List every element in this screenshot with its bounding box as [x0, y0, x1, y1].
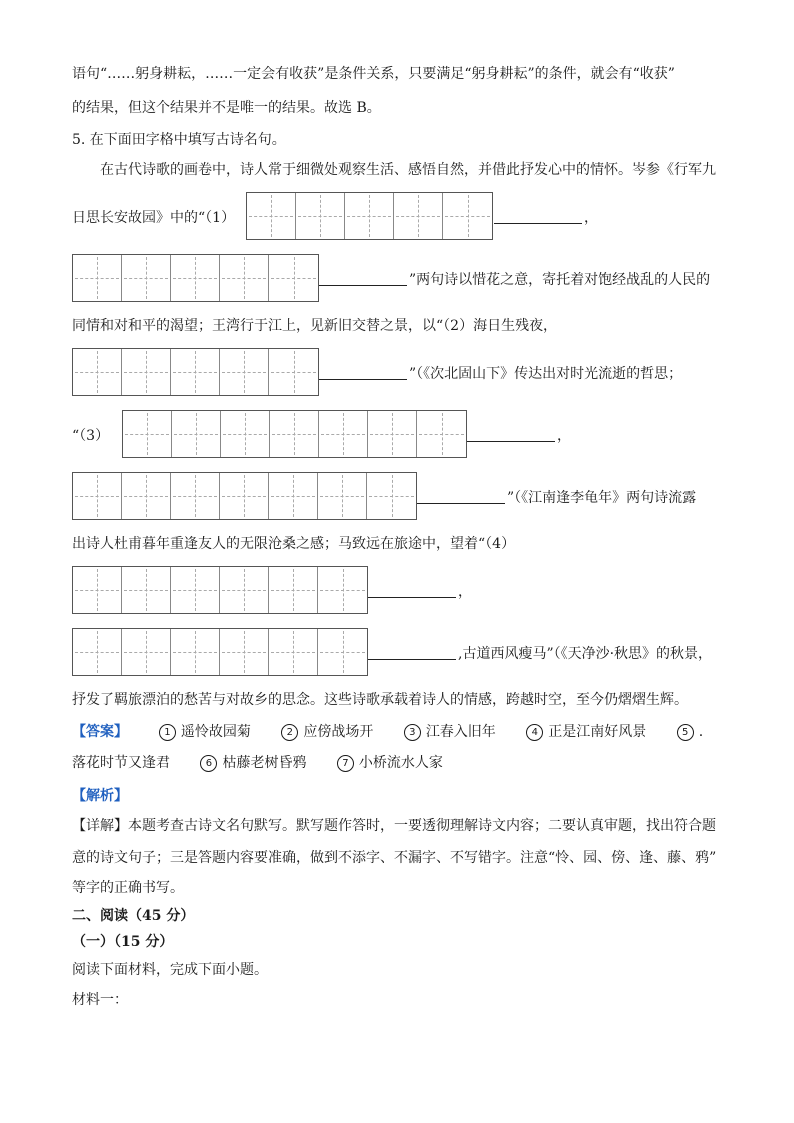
answer-item: 2 应傍战场开 [281, 722, 373, 742]
text-line: 出诗人杜甫暮年重逢友人的无限沧桑之感；马致远在旅途中，望着“（4） [72, 536, 516, 552]
question-title: 5. 在下面田字格中填写古诗名句。 [72, 132, 286, 148]
text-line: “（3） [72, 428, 110, 444]
blank-line: ， [368, 582, 472, 602]
answer-item: 1 遥怜故园菊 [159, 722, 251, 742]
answer-grid-1b[interactable] [72, 254, 319, 302]
text-line: 的结果，但这个结果并不是唯一的结果。故选 B。 [72, 100, 381, 116]
answer-grid-3a[interactable] [122, 410, 467, 458]
analysis-tag: 【解析】 [72, 788, 128, 804]
text-line: ”（《江南逢李龟年》两句诗流露 [417, 488, 696, 508]
detail-tag: 【详解】 [72, 818, 128, 834]
text-line: 语句“……躬身耕耘，……一定会有收获”是条件关系，只要满足“躬身耕耘”的条件，就会有“收获” [72, 66, 675, 82]
text-line: ”两句诗以惜花之意，寄托着对饱经战乱的人民的 [319, 270, 710, 290]
answer-item: 4 正是江南好风景 [526, 722, 646, 742]
text-line: 阅读下面材料，完成下面小题。 [72, 962, 268, 978]
section-title: 二、阅读（45 分） [72, 908, 195, 924]
answer-grid-2[interactable] [72, 348, 319, 396]
text-line: 等字的正确书写。 [72, 880, 184, 896]
blank-line: ， [467, 426, 571, 446]
answer-item: 落花时节又逢君 [72, 755, 170, 771]
text-line: 材料一： [72, 992, 128, 1008]
answer-item: 6 枯藤老树昏鸦 [200, 753, 306, 773]
text-line: 意的诗文句子；三是答题内容要准确，做到不添字、不漏字、不写错字。注意“怜、园、傍、逢、藤、鸦” [72, 850, 717, 866]
answer-grid-1a[interactable] [246, 192, 493, 240]
text-line: 日思长安故园》中的“（1） [72, 210, 236, 226]
answer-line [72, 722, 703, 742]
text-line: 抒发了羁旅漂泊的愁苦与对故乡的思念。这些诗歌承载着诗人的情感，跨越时空，至今仍熠熠生辉。 [72, 692, 688, 708]
blank-line: ， [494, 208, 598, 228]
subsection-title: （一）（15 分） [72, 934, 174, 950]
answer-tag: 【答案】 [72, 724, 128, 740]
answer-grid-4a[interactable] [72, 566, 368, 614]
text-line: ,古道西风瘦马”（《天净沙·秋思》的秋景， [368, 644, 712, 664]
answer-grid-4b[interactable] [72, 628, 368, 676]
text-line: 【详解】本题考查古诗文名句默写。默写题作答时，一要透彻理解诗文内容；二要认真审题，找出符合题 [72, 818, 716, 834]
text-line: ”（《次北固山下》传达出对时光流逝的哲思； [319, 364, 682, 384]
answer-item: 7 小桥流水人家 [337, 753, 443, 773]
text-line: 在古代诗歌的画卷中，诗人常于细微处观察生活、感悟自然，并借此抒发心中的情怀。岑参《行军九 [100, 162, 716, 178]
text-line: 同情和对和平的渴望；王湾行于江上，见新旧交替之景，以“（2）海日生残夜， [72, 318, 558, 334]
answer-line [72, 753, 469, 773]
answer-item-5-marker: 5 . [677, 724, 703, 740]
answer-item: 3 江春入旧年 [404, 722, 496, 742]
answer-grid-3b[interactable] [72, 472, 417, 520]
